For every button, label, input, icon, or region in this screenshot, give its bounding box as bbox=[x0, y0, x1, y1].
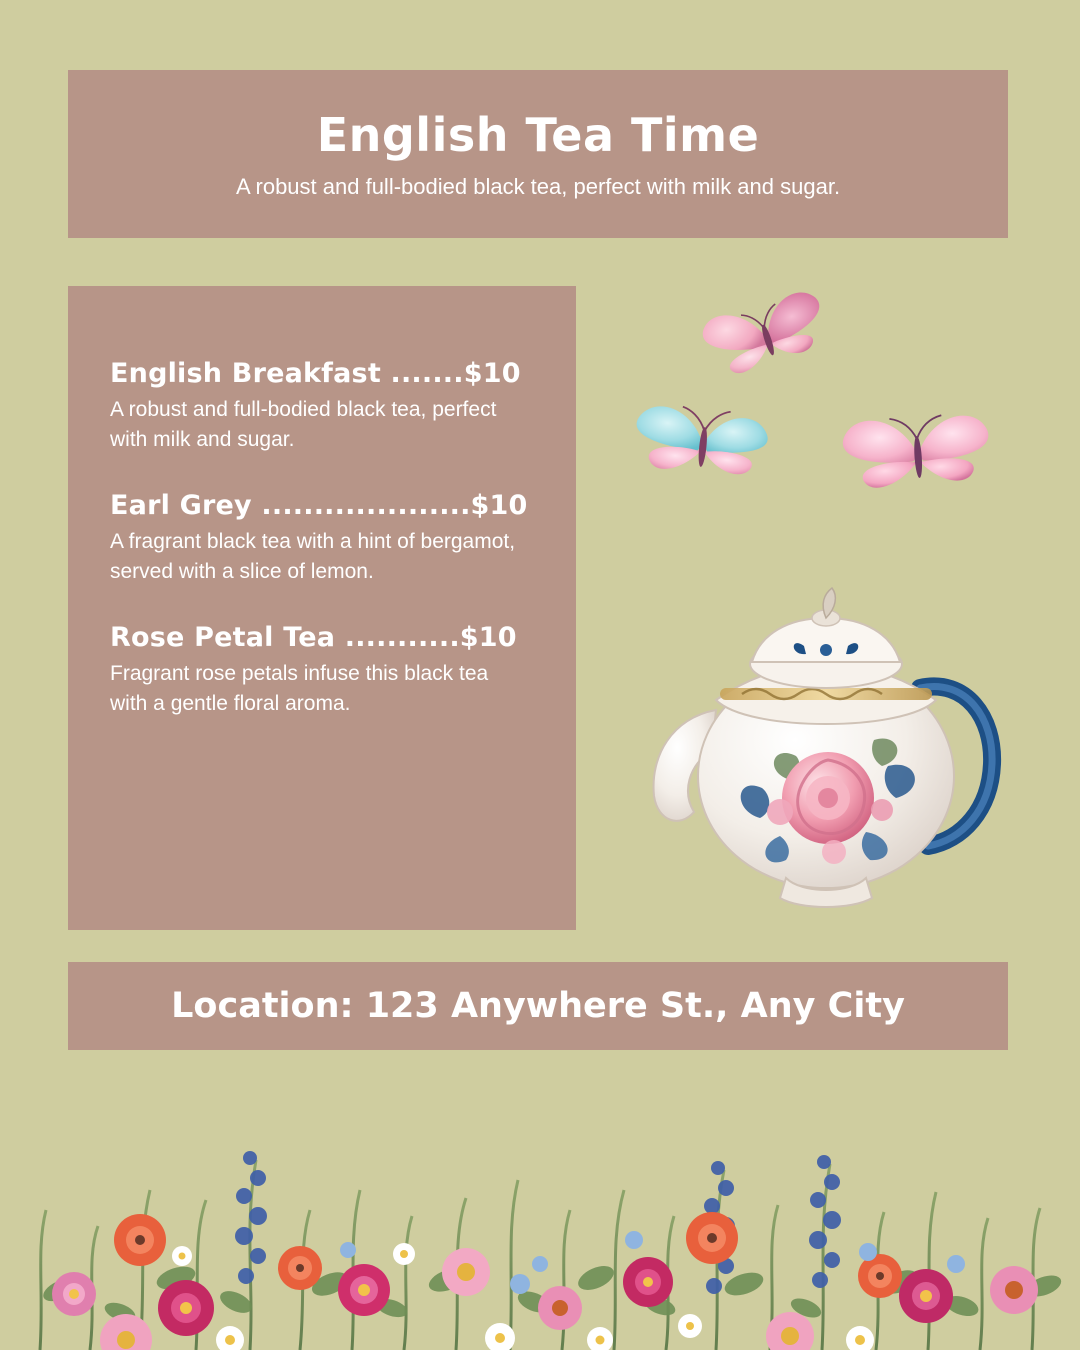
menu-item bbox=[110, 622, 536, 720]
menu-panel bbox=[68, 286, 576, 930]
header-band bbox=[68, 70, 1008, 238]
page-title: English Tea Time bbox=[316, 108, 760, 162]
menu-item-description: A robust and full-bodied black tea, perfect with milk and sugar. bbox=[110, 398, 497, 452]
flower-border-icon bbox=[0, 1040, 1080, 1350]
teapot-icon bbox=[620, 560, 1020, 950]
menu-item bbox=[110, 490, 536, 588]
location-band bbox=[68, 962, 1008, 1050]
location-text: Location: 123 Anywhere St., Any City bbox=[171, 986, 905, 1026]
header-subtitle: A robust and full-bodied black tea, perfect with milk and sugar. bbox=[235, 174, 841, 199]
menu-item-description: Fragrant rose petals infuse this black tea with a gentle floral aroma. bbox=[110, 661, 489, 716]
menu-item-line: Rose Petal Tea ...........$10 bbox=[110, 621, 517, 653]
menu-item-description: A fragrant black tea with a hint of bergamot, served with a slice of lemon. bbox=[110, 529, 516, 584]
butterflies-icon bbox=[618, 280, 1018, 540]
menu-item-line: English Breakfast .......$10 bbox=[110, 358, 521, 389]
menu-item-line: Earl Grey ....................$10 bbox=[110, 489, 528, 521]
menu-item bbox=[110, 358, 536, 456]
